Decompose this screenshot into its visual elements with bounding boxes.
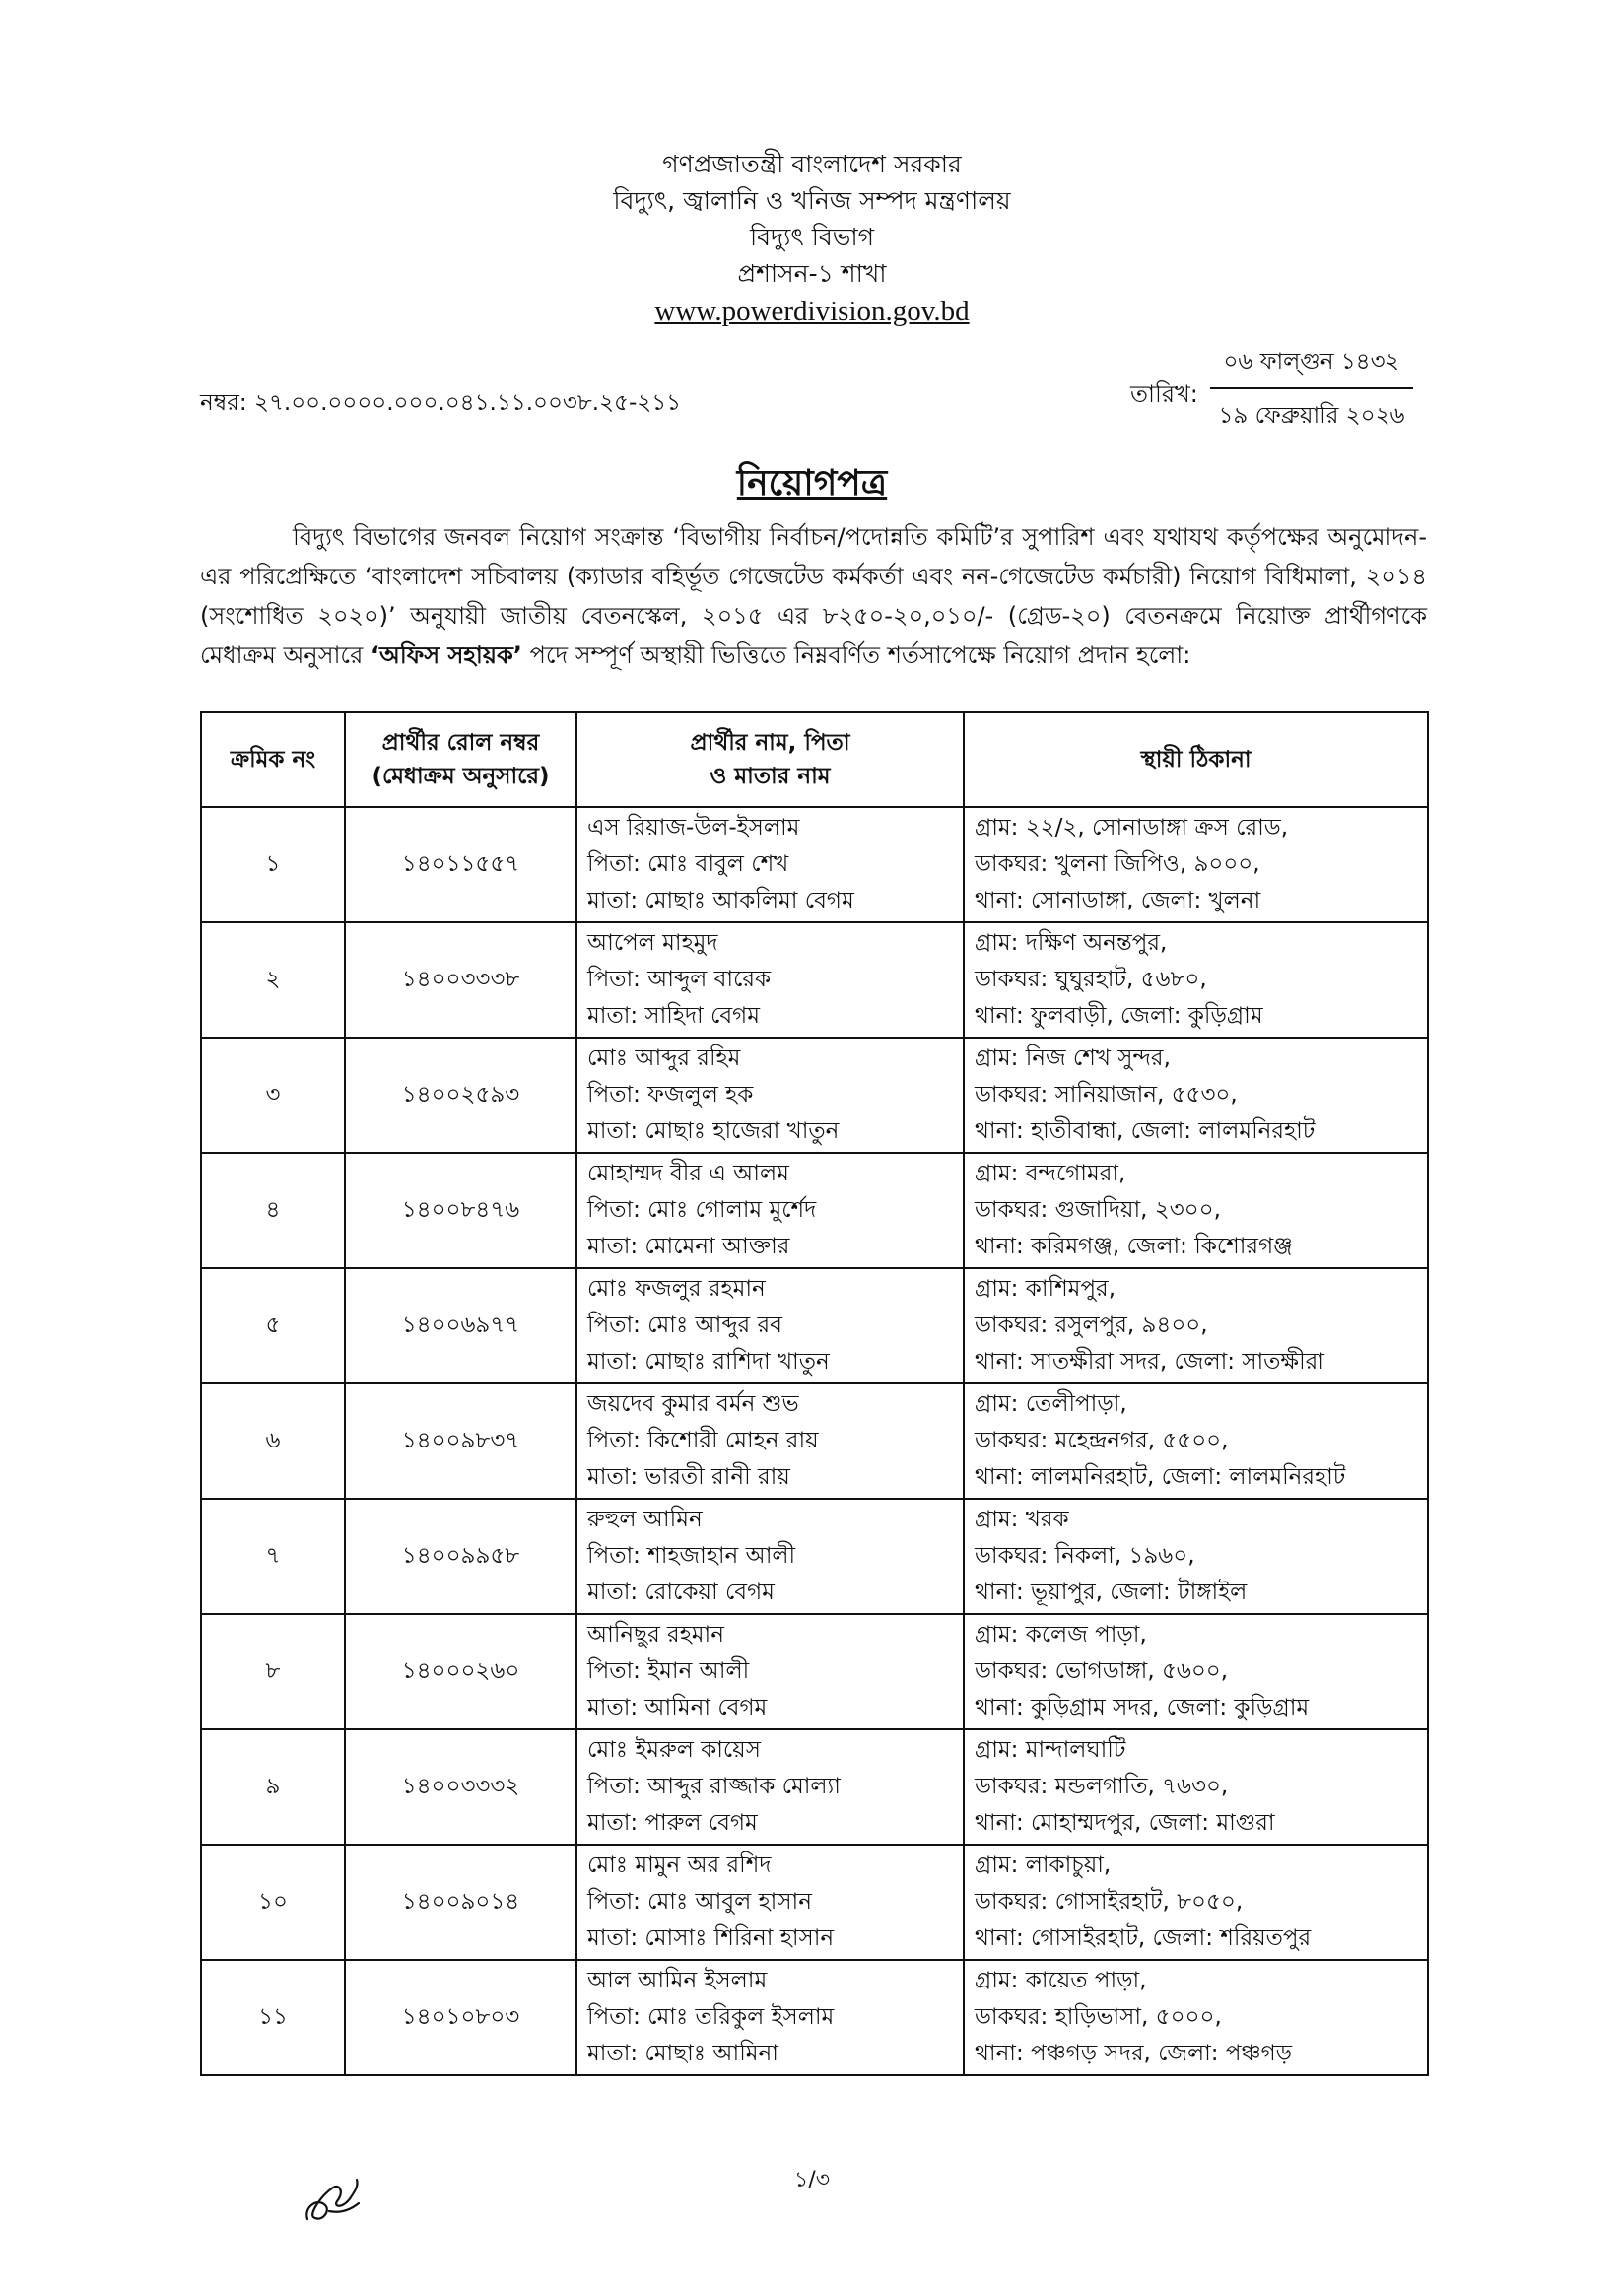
cell-roll: ১৪০০২৫৯৩: [345, 1038, 576, 1153]
cell-name: [576, 1614, 964, 1729]
cell-address: [964, 1614, 1428, 1729]
candidate-name: মোঃ আব্দুর রহিম: [587, 1045, 741, 1071]
father-name: পিতা: মোঃ তরিকুল ইসলাম: [587, 2004, 835, 2030]
cell-address: [964, 1038, 1428, 1153]
address-village: গ্রাম: বন্দগোমরা,: [975, 1161, 1126, 1186]
mother-name: মাতা: সাহিদা বেগম: [587, 1003, 760, 1029]
paragraph-end: পদে সম্পূর্ণ অস্থায়ী ভিত্তিতে নিম্নবর্ণিত শর্তসাপেক্ষে নিয়োগ প্রদান হলো:: [529, 641, 1191, 669]
father-name: পিতা: ফজলুল হক: [587, 1082, 754, 1108]
address-thana: থানা: ফুলবাড়ী, জেলা: কুড়িগ্রাম: [975, 1003, 1263, 1029]
address-village: গ্রাম: খরক: [975, 1507, 1069, 1532]
letterhead: [0, 146, 1624, 331]
header-roll-line-2: (মেধাক্রম অনুসারে): [372, 764, 550, 789]
cell-serial: ৪: [201, 1153, 345, 1268]
address-village: গ্রাম: তেলীপাড়া,: [975, 1391, 1127, 1417]
cell-address: [964, 1729, 1428, 1845]
cell-name: [576, 1960, 964, 2075]
date-block: [1210, 343, 1413, 436]
candidate-name: মোহাম্মদ বীর এ আলম: [587, 1161, 789, 1186]
mother-name: মাতা: ভারতী রানী রায়: [587, 1464, 790, 1490]
cell-roll: ১৪০০৮৪৭৬: [345, 1153, 576, 1268]
address-village: গ্রাম: নিজ শেখ সুন্দর,: [975, 1045, 1171, 1071]
address-thana: থানা: মোহাম্মদপুর, জেলা: মাগুরা: [975, 1810, 1275, 1836]
candidate-name: মোঃ ফজলুর রহমান: [587, 1276, 766, 1302]
cell-serial: ৯: [201, 1729, 345, 1845]
address-village: গ্রাম: লাকাচুয়া,: [975, 1852, 1112, 1878]
post-name: ‘অফিস সহায়ক’: [370, 641, 522, 669]
date-label: তারিখ:: [1130, 380, 1198, 408]
mother-name: মাতা: রোকেয়া বেগম: [587, 1580, 775, 1605]
cell-roll: ১৪০১১৫৫৭: [345, 807, 576, 922]
cell-serial: ১: [201, 807, 345, 922]
address-post: ডাকঘর: সানিয়াজান, ৫৫৩০,: [975, 1082, 1238, 1108]
address-village: গ্রাম: কাশিমপুর,: [975, 1276, 1116, 1302]
page-number: ১/৩: [794, 2168, 830, 2192]
address-thana: থানা: করিমগঞ্জ, জেলা: কিশোরগঞ্জ: [975, 1234, 1293, 1259]
cell-serial: ৩: [201, 1038, 345, 1153]
cell-address: [964, 807, 1428, 922]
table-row: [201, 1960, 1428, 2075]
address-post: ডাকঘর: হাড়িভাসা, ৫০০০,: [975, 2004, 1222, 2030]
header-roll-line-1: প্রার্থীর রোল নম্বর: [381, 730, 540, 756]
table-row: [201, 1614, 1428, 1729]
body-paragraph: [200, 517, 1427, 675]
cell-serial: ৬: [201, 1383, 345, 1499]
mother-name: মাতা: মোছাঃ আমিনা: [587, 2041, 778, 2066]
cell-name: [576, 922, 964, 1038]
government-name: গণপ্রজাতন্ত্রী বাংলাদেশ সরকার: [662, 150, 962, 178]
cell-serial: ১০: [201, 1845, 345, 1960]
cell-roll: ১৪০০৯৮৩৭: [345, 1383, 576, 1499]
page-title-text: নিয়োগপত্র: [736, 463, 888, 504]
address-thana: থানা: হাতীবান্ধা, জেলা: লালমনিরহাট: [975, 1118, 1316, 1144]
father-name: পিতা: আব্দুল বারেক: [587, 967, 772, 992]
cell-roll: ১৪০০৯৯৫৮: [345, 1499, 576, 1614]
candidate-name: মোঃ ইমরুল কায়েস: [587, 1737, 761, 1763]
cell-name: [576, 1038, 964, 1153]
address-post: ডাকঘর: নিকলা, ১৯৬০,: [975, 1543, 1195, 1569]
mother-name: মাতা: মোছাঃ হাজেরা খাতুন: [587, 1118, 840, 1144]
candidate-name: জয়দেব কুমার বর্মন শুভ: [587, 1391, 799, 1417]
candidate-name: আনিছুর রহমান: [587, 1622, 724, 1648]
cell-name: [576, 1499, 964, 1614]
mother-name: মাতা: মোমেনা আক্তার: [587, 1234, 790, 1259]
cell-roll: ১৪০০৬৯৭৭: [345, 1268, 576, 1383]
header-serial: ক্রমিক নং: [201, 712, 345, 807]
table-row: [201, 1153, 1428, 1268]
cell-roll: ১৪০১০৮০৩: [345, 1960, 576, 2075]
branch-name: প্রশাসন-১ শাখা: [737, 259, 887, 288]
table-row: [201, 922, 1428, 1038]
cell-serial: ৭: [201, 1499, 345, 1614]
cell-address: [964, 1268, 1428, 1383]
table-row: [201, 1845, 1428, 1960]
table-row: [201, 1499, 1428, 1614]
address-thana: থানা: সাতক্ষীরা সদর, জেলা: সাতক্ষীরা: [975, 1349, 1324, 1375]
cell-name: [576, 1383, 964, 1499]
address-thana: থানা: গোসাইরহাট, জেলা: শরিয়তপুর: [975, 1925, 1312, 1951]
website-link[interactable]: www.powerdivision.gov.bd: [654, 296, 970, 327]
address-village: গ্রাম: কায়েত পাড়া,: [975, 1968, 1147, 1993]
address-post: ডাকঘর: গোসাইরহাট, ৮০৫০,: [975, 1889, 1244, 1915]
cell-address: [964, 1845, 1428, 1960]
cell-roll: ১৪০০৩৩৩২: [345, 1729, 576, 1845]
mother-name: মাতা: মোসাঃ শিরিনা হাসান: [587, 1925, 835, 1951]
mother-name: মাতা: মোছাঃ রাশিদা খাতুন: [587, 1349, 830, 1375]
candidate-name: আল আমিন ইসলাম: [587, 1968, 768, 1993]
address-thana: থানা: ভূয়াপুর, জেলা: টাঙ্গাইল: [975, 1580, 1248, 1605]
address-post: ডাকঘর: খুলনা জিপিও, ৯০০০,: [975, 851, 1260, 877]
father-name: পিতা: আব্দুর রাজ্জাক মোল্যা: [587, 1774, 841, 1799]
father-name: পিতা: মোঃ আব্দুর রব: [587, 1313, 782, 1338]
father-name: পিতা: মোঃ বাবুল শেখ: [587, 851, 789, 877]
cell-name: [576, 1153, 964, 1268]
table-row: [201, 807, 1428, 922]
address-thana: থানা: সোনাডাঙ্গা, জেলা: খুলনা: [975, 888, 1261, 913]
candidate-name: আপেল মাহমুদ: [587, 930, 718, 956]
cell-address: [964, 922, 1428, 1038]
cell-serial: ২: [201, 922, 345, 1038]
page-title: [0, 456, 1624, 515]
division-name: বিদ্যুৎ বিভাগ: [749, 223, 875, 251]
table-row: [201, 1729, 1428, 1845]
address-village: গ্রাম: দক্ষিণ অনন্তপুর,: [975, 930, 1168, 956]
address-post: ডাকঘর: ঘুঘুরহাট, ৫৬৮০,: [975, 967, 1207, 992]
father-name: পিতা: কিশোরী মোহন রায়: [587, 1428, 819, 1453]
father-name: পিতা: মোঃ গোলাম মুর্শেদ: [587, 1197, 817, 1223]
appointment-table: [200, 711, 1429, 2076]
date-english: ১৯ ফেব্রুয়ারি ২০২৬: [1218, 403, 1405, 429]
cell-serial: ৫: [201, 1268, 345, 1383]
header-name-line-1: প্রার্থীর নাম, পিতা: [690, 730, 850, 756]
cell-roll: ১৪০০৯০১৪: [345, 1845, 576, 1960]
date-bangla: ০৬ ফাল্গুন ১৪৩২: [1210, 343, 1413, 389]
paragraph-intro: বিদ্যুৎ বিভাগের জনবল নিয়োগ সংক্রান্ত ‘বিভাগীয় নির্বাচন/পদোন্নতি কমিটি’র সুপারিশ এবং যথাযথ কর্তৃপক্ষের অনুমোদন-এর পরিপ্রেক্ষিতে ‘বাংলাদেশ সচিবালয় (ক্যাডার বহির্ভূত গেজেটেড কর্মকর্তা এবং নন-গেজেটেড কর্মচারী) নিয়োগ বিধিমালা, ২০১৪ (সংশোধিত ২০২০)’ অনুযায়ী জাতীয় বেতনস্কেল, ২০১৫ এর ৮২৫০-২০,০১০/- (গ্রেড-২০) বেতনক্রমে নিয়োক্ত প্রার্থীগণকে মেধাক্রম অনুসারে: [200, 523, 1427, 669]
address-post: ডাকঘর: রসুলপুর, ৯৪০০,: [975, 1313, 1208, 1338]
cell-serial: ১১: [201, 1960, 345, 2075]
address-thana: থানা: পঞ্চগড় সদর, জেলা: পঞ্চগড়: [975, 2041, 1293, 2066]
ministry-name: বিদ্যুৎ, জ্বালানি ও খনিজ সম্পদ মন্ত্রণালয়: [613, 186, 1011, 215]
cell-address: [964, 1383, 1428, 1499]
address-thana: থানা: লালমনিরহাট, জেলা: লালমনিরহাট: [975, 1464, 1346, 1490]
address-village: গ্রাম: ২২/২, সোনাডাঙ্গা ক্রস রোড,: [975, 815, 1289, 841]
memo-number: নম্বর: ২৭.০০.০০০০.০০০.০৪১.১১.০০৩৮.২৫-২১১: [200, 390, 682, 416]
address-post: ডাকঘর: ভোগডাঙ্গা, ৫৬০০,: [975, 1658, 1229, 1684]
table-header-row: [201, 712, 1428, 807]
table-row: [201, 1383, 1428, 1499]
header-name: [576, 712, 964, 807]
cell-name: [576, 1268, 964, 1383]
cell-name: [576, 1845, 964, 1960]
candidate-name: এস রিয়াজ-উল-ইসলাম: [587, 815, 800, 841]
cell-address: [964, 1153, 1428, 1268]
cell-serial: ৮: [201, 1614, 345, 1729]
table-row: [201, 1038, 1428, 1153]
candidate-name: রুহুল আমিন: [587, 1507, 703, 1532]
cell-name: [576, 1729, 964, 1845]
cell-roll: ১৪০০৩৩৩৮: [345, 922, 576, 1038]
header-address: স্থায়ী ঠিকানা: [964, 712, 1428, 807]
address-village: গ্রাম: মান্দালঘাটি: [975, 1737, 1126, 1763]
father-name: পিতা: ইমান আলী: [587, 1658, 750, 1684]
address-post: ডাকঘর: মহেন্দ্রনগর, ৫৫০০,: [975, 1428, 1229, 1453]
header-roll: [345, 712, 576, 807]
mother-name: মাতা: আমিনা বেগম: [587, 1695, 768, 1720]
address-village: গ্রাম: কলেজ পাড়া,: [975, 1622, 1147, 1648]
mother-name: মাতা: পারুল বেগম: [587, 1810, 758, 1836]
signature-initial: [300, 2168, 369, 2229]
cell-name: [576, 807, 964, 922]
cell-address: [964, 1499, 1428, 1614]
address-post: ডাকঘর: গুজাদিয়া, ২৩০০,: [975, 1197, 1221, 1223]
address-post: ডাকঘর: মন্ডলগাতি, ৭৬৩০,: [975, 1774, 1229, 1799]
father-name: পিতা: শাহজাহান আলী: [587, 1543, 796, 1569]
address-thana: থানা: কুড়িগ্রাম সদর, জেলা: কুড়িগ্রাম: [975, 1695, 1310, 1720]
cell-address: [964, 1960, 1428, 2075]
cell-roll: ১৪০০০২৬০: [345, 1614, 576, 1729]
header-name-line-2: ও মাতার নাম: [710, 764, 831, 789]
mother-name: মাতা: মোছাঃ আকলিমা বেগম: [587, 888, 854, 913]
father-name: পিতা: মোঃ আবুল হাসান: [587, 1889, 812, 1915]
candidate-name: মোঃ মামুন অর রশিদ: [587, 1852, 772, 1878]
table-row: [201, 1268, 1428, 1383]
